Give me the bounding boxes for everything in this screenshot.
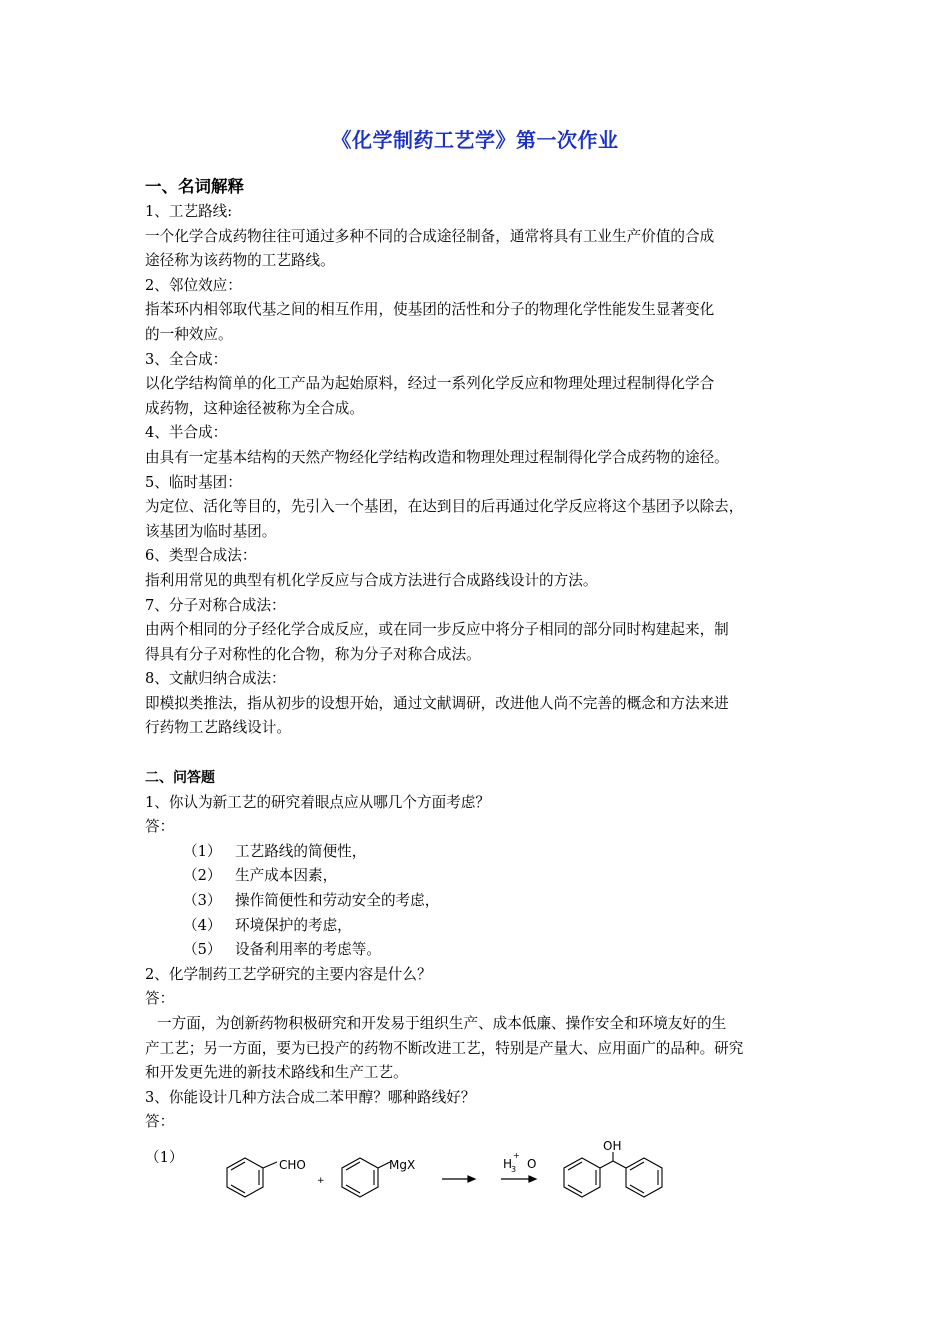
list-text: 生产成本因素， [235,867,338,885]
central-carbon-bonds [600,1152,626,1168]
term-label: 4、半合成： [145,424,228,442]
condition-o: O [527,1157,537,1171]
term-label: 7、分子对称合成法： [145,596,286,614]
term-definition-line: 以化学结构简单的化工产品为起始原料，经过一系列化学反应和物理处理过程制得化学合 [145,375,715,393]
benzene-ring-grignard [342,1158,390,1197]
question-2 [145,963,810,1086]
benzene-ring-product-right [626,1158,662,1197]
term-definition-line: 指利用常见的典型有机化学反应与合成方法进行合成路线设计的方法。 [145,571,598,589]
term-item [145,421,810,470]
list-number: （2） [183,867,222,885]
term-definition-line: 的一种效应。 [145,325,233,343]
term-item [145,471,810,545]
term-definition-line: 一个化学合成药物往往可通过多种不同的合成途径制备，通常将具有工业生产价值的合成 [145,227,715,245]
list-number: （4） [183,916,222,934]
term-item [145,544,810,593]
term-definition-line: 即模拟类推法，指从初步的设想开始，通过文献调研，改进他人尚不完善的概念和方法来进 [145,694,729,712]
term-definition-line: 行药物工艺路线设计。 [145,719,291,737]
question-1 [145,791,810,963]
list-item [145,864,810,889]
list-text: 工艺路线的简便性， [235,842,367,860]
term-definition-line: 成药物，这种途径被称为全合成。 [145,399,364,417]
list-number: （1） [183,842,222,860]
answer-line: 和开发更先进的新技术路线和生产工艺。 [145,1064,408,1082]
term-definition-line: 为定位、活化等目的，先引入一个基团，在达到目的后再通过化学反应将这个基团予以除去， [145,498,744,516]
section-heading-terms: 一、名词解释 [145,177,244,196]
reaction-arrow [501,1176,536,1182]
term-item [145,667,810,741]
reaction-diagram [145,1140,705,1210]
list-text: 环境保护的考虑， [235,916,352,934]
benzene-ring-benzaldehyde [227,1158,277,1197]
term-definition-line: 得具有分子对称性的化合物，称为分子对称合成法。 [145,645,481,663]
document-body [145,174,810,1135]
term-definition-line: 指苯环内相邻取代基之间的相互作用，使基团的活性和分子的物理化学性能发生显著变化 [145,301,715,319]
answer-line: 产工艺；另一方面，要为已投产的药物不断改进工艺，特别是产量大、应用面广的品种。研究 [145,1039,744,1057]
grignard-group-label: MgX [389,1158,416,1172]
reaction-scheme [145,1140,705,1210]
term-label: 8、文献归纳合成法： [145,670,286,688]
question-text: 3、你能设计几种方法合成二苯甲醇？哪种路线好？ [145,1088,476,1106]
term-item [145,348,810,422]
answer-label: 答： [145,818,175,836]
term-definition-line: 由两个相同的分子经化学合成反应，或在同一步反应中将分子相同的部分同时构建起来，制 [145,621,729,639]
term-label: 1、工艺路线: [145,203,233,220]
benzene-ring-product-left [564,1158,600,1197]
aldehyde-group-label: CHO [279,1158,306,1172]
term-label: 2、邻位效应： [145,276,242,294]
term-definition-line: 由具有一定基本结构的天然产物经化学结构改造和物理处理过程制得化学合成药物的途径。 [145,448,729,466]
document-title: 《化学制药工艺学》第一次作业 [331,128,619,152]
list-item [145,840,810,865]
term-label: 5、临时基团： [145,473,242,491]
plus-sign: + [317,1176,325,1186]
term-item [145,274,810,348]
list-text: 操作简便性和劳动安全的考虑， [235,892,440,910]
answer-label: 答： [145,990,175,1008]
answer-label: 答： [145,1113,175,1131]
term-item [145,594,810,668]
term-definition-line: 途径称为该药物的工艺路线。 [145,252,335,270]
list-number: （5） [183,941,222,959]
section-heading-questions: 二、问答题 [145,770,215,787]
term-label: 3、全合成： [145,350,228,368]
condition-subscript: 3 [511,1165,517,1174]
hydroxyl-group-label: OH [603,1140,622,1153]
list-item [145,914,810,939]
question-text: 2、化学制药工艺学研究的主要内容是什么？ [145,965,432,983]
reaction-arrow [442,1176,475,1182]
question-text: 1、你认为新工艺的研究着眼点应从哪几个方面考虑？ [145,793,490,811]
term-label: 6、类型合成法： [145,547,257,565]
term-item [145,200,810,274]
list-item [145,889,810,914]
list-text: 设备利用率的考虑等。 [235,941,381,959]
condition-superscript: + [513,1151,520,1160]
condition-h: H [503,1157,513,1171]
answer-line: 一方面，为创新药物积极研究和开发易于组织生产、成本低廉、操作安全和环境友好的生 [157,1015,727,1032]
term-definition-line: 该基团为临时基团。 [145,522,277,540]
question-3 [145,1086,810,1135]
list-number: （3） [183,892,222,910]
list-item [145,938,810,963]
route-label: （1） [145,1149,184,1166]
